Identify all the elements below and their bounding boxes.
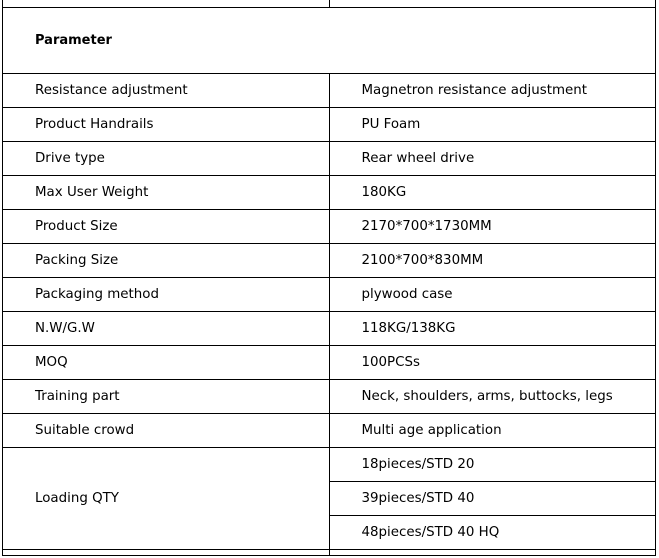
bottom-stub-cell-left <box>3 550 330 556</box>
table-row <box>3 244 656 278</box>
table-row <box>3 414 656 448</box>
row-value: 100PCSs <box>329 346 656 380</box>
row-label: Max User Weight <box>3 176 330 210</box>
row-label: Training part <box>3 380 330 414</box>
table-row <box>3 142 656 176</box>
parameter-table <box>2 0 656 556</box>
row-value: 2100*700*830MM <box>329 244 656 278</box>
loading-label: Loading QTY <box>3 448 330 550</box>
row-label: N.W/G.W <box>3 312 330 346</box>
table-header: Parameter <box>3 8 656 74</box>
table-row <box>3 380 656 414</box>
loading-row <box>3 448 656 482</box>
top-stub-cell-left <box>3 0 330 8</box>
table-row <box>3 74 656 108</box>
row-label: Suitable crowd <box>3 414 330 448</box>
table-row <box>3 312 656 346</box>
row-value: Neck, shoulders, arms, buttocks, legs <box>329 380 656 414</box>
row-label: Product Handrails <box>3 108 330 142</box>
row-value: plywood case <box>329 278 656 312</box>
row-value: 180KG <box>329 176 656 210</box>
loading-value: 48pieces/STD 40 HQ <box>329 516 656 550</box>
table-row <box>3 278 656 312</box>
row-value: Magnetron resistance adjustment <box>329 74 656 108</box>
table-row <box>3 108 656 142</box>
row-value: Multi age application <box>329 414 656 448</box>
table-row <box>3 346 656 380</box>
table-row <box>3 176 656 210</box>
table-bottom-stub-row <box>3 550 656 556</box>
row-value: 118KG/138KG <box>329 312 656 346</box>
top-stub-cell-right <box>329 0 656 8</box>
row-label: Drive type <box>3 142 330 176</box>
row-label: Packing Size <box>3 244 330 278</box>
bottom-stub-cell-right <box>329 550 656 556</box>
loading-value: 18pieces/STD 20 <box>329 448 656 482</box>
table-header-row <box>3 8 656 74</box>
table-row <box>3 210 656 244</box>
row-label: Resistance adjustment <box>3 74 330 108</box>
row-label: Product Size <box>3 210 330 244</box>
row-value: 2170*700*1730MM <box>329 210 656 244</box>
loading-value: 39pieces/STD 40 <box>329 482 656 516</box>
table-top-stub-row <box>3 0 656 8</box>
row-value: PU Foam <box>329 108 656 142</box>
row-label: Packaging method <box>3 278 330 312</box>
row-label: MOQ <box>3 346 330 380</box>
row-value: Rear wheel drive <box>329 142 656 176</box>
